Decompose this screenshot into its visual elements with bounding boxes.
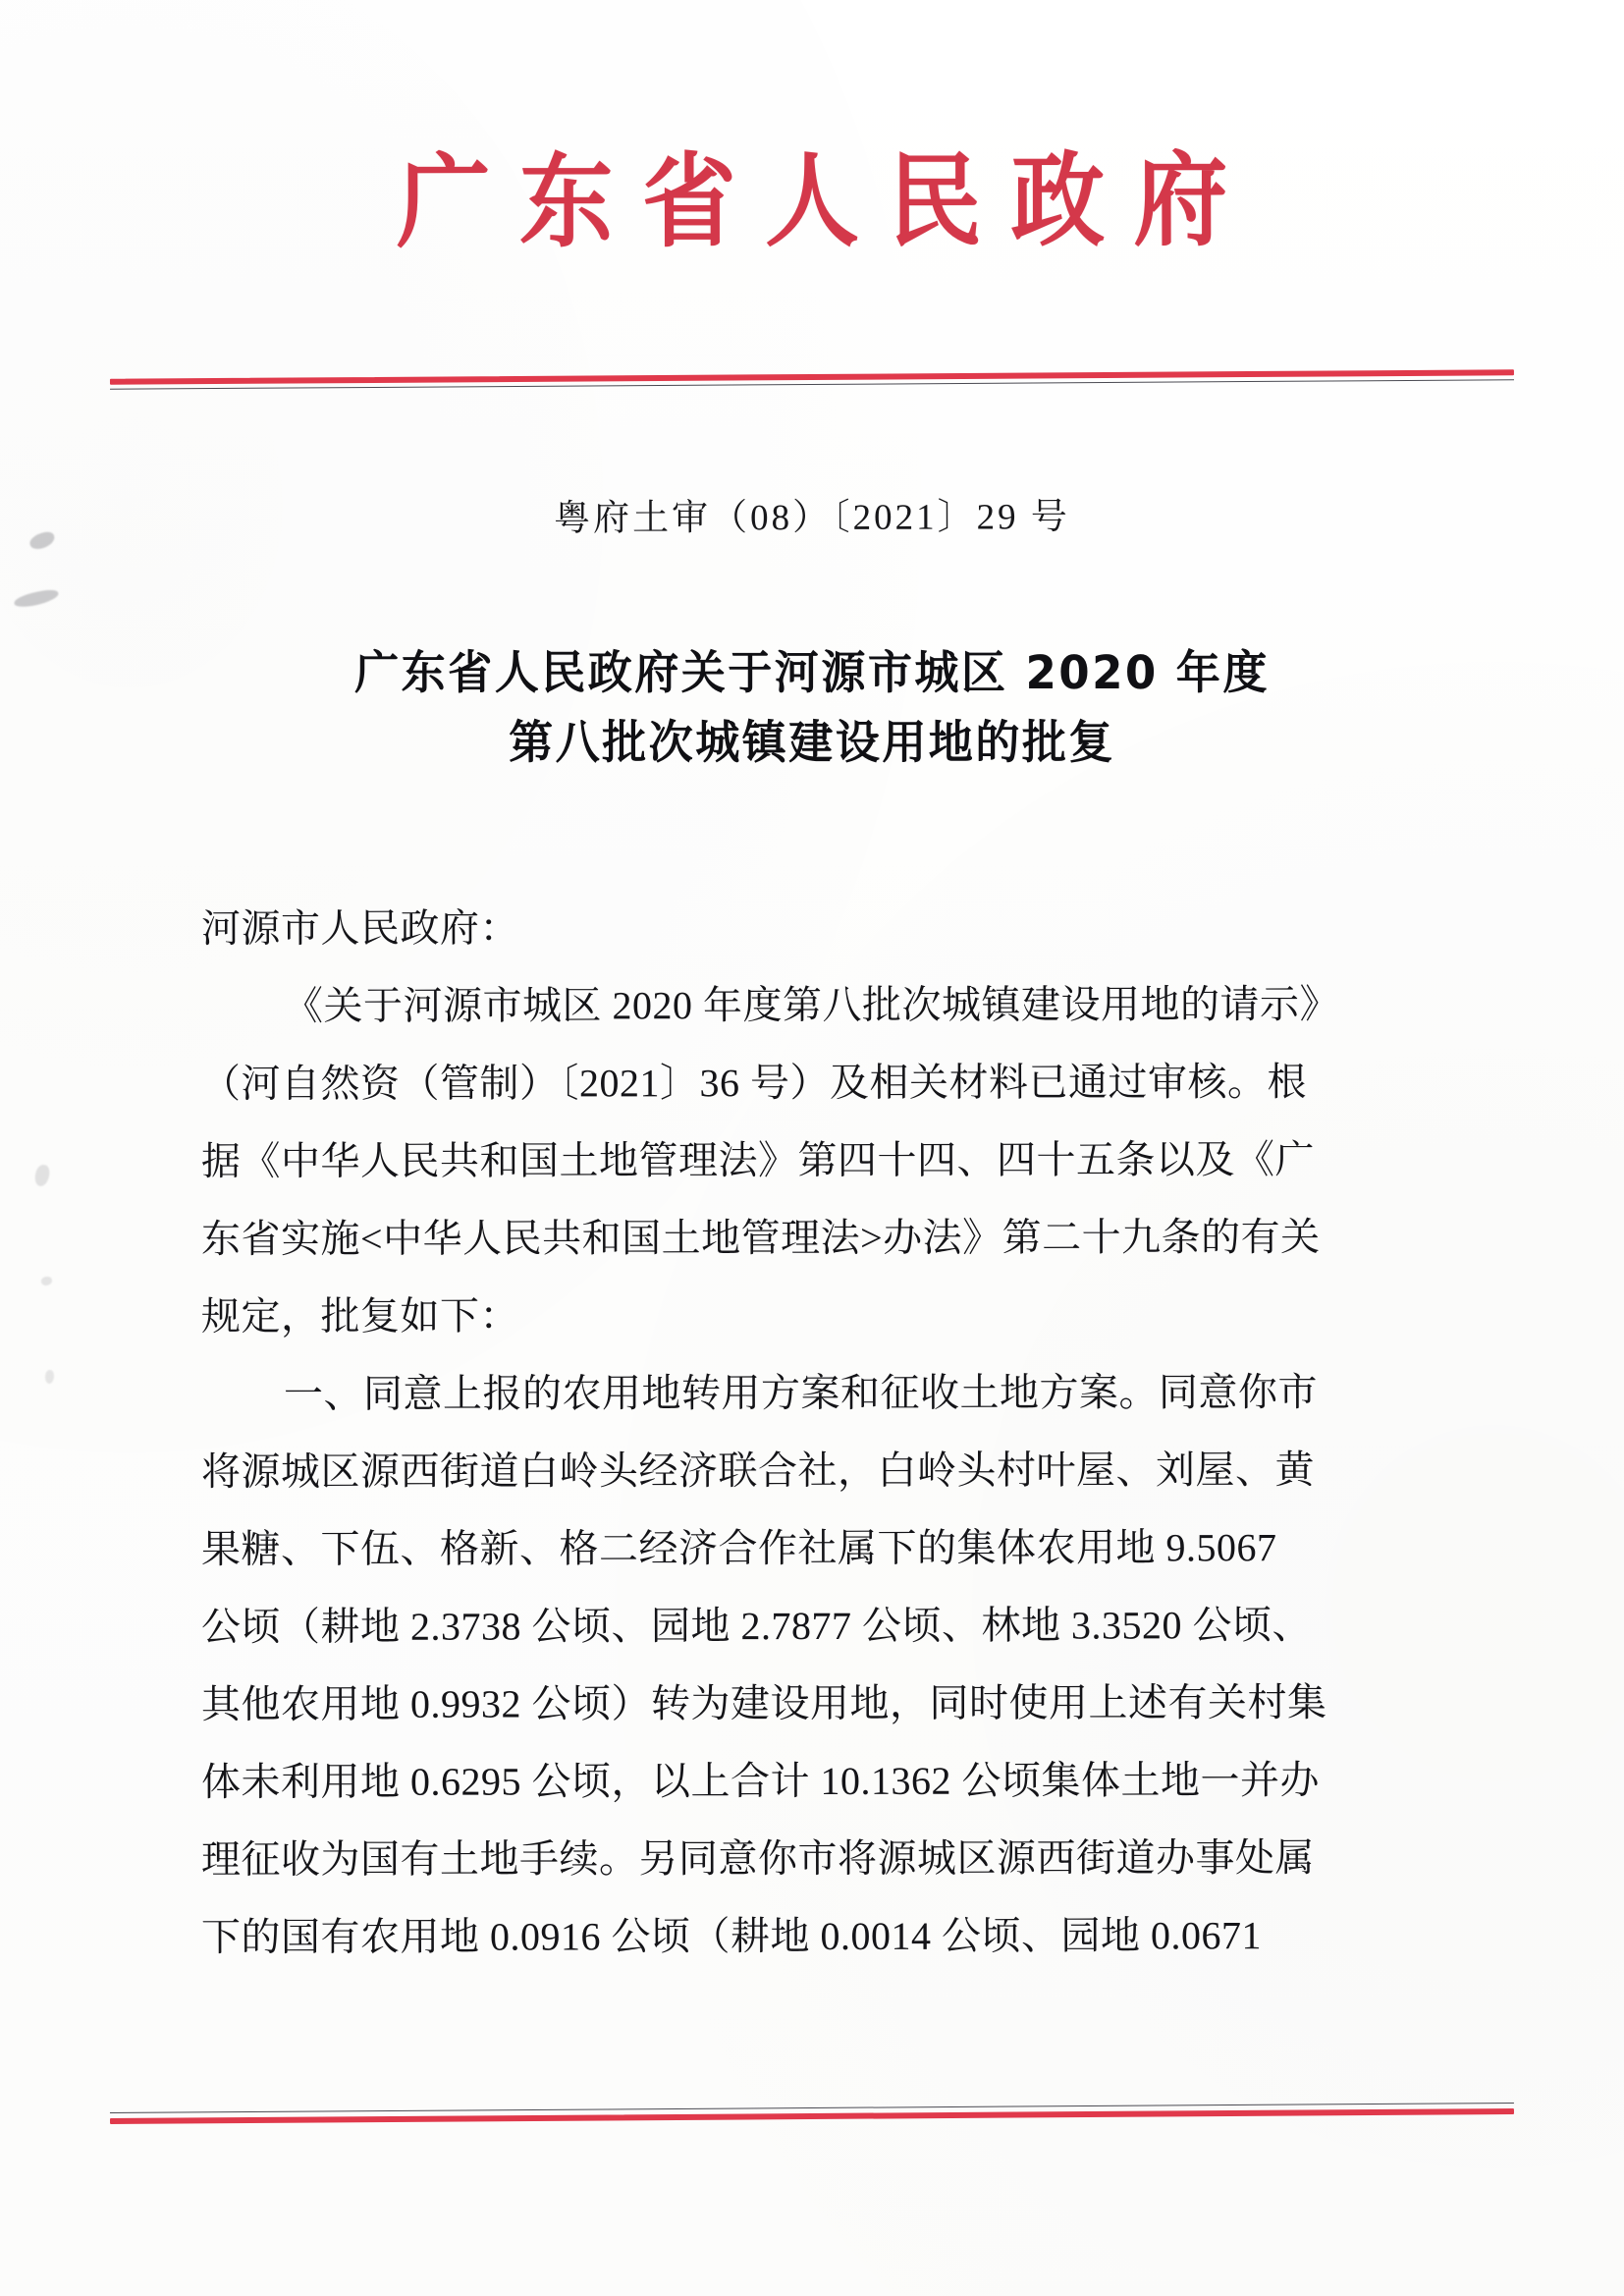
scan-smudge	[13, 587, 60, 609]
footer-rule	[110, 2101, 1514, 2132]
body-line: 将源城区源西街道白岭头经济联合社，白岭头村叶屋、刘屋、黄	[200, 1448, 1316, 1495]
body-line: 下的国有农用地 0.0916 公顷（耕地 0.0014 公顷、园地 0.0671	[200, 1913, 1263, 1960]
body-line: 其他农用地 0.9932 公顷）转为建设用地，同时使用上述有关村集	[200, 1680, 1327, 1727]
page-title	[202, 638, 1422, 779]
body-line: 规定，批复如下：	[200, 1293, 520, 1339]
body-line: 果糖、下伍、格新、格二经济合作社属下的集体农用地 9.5067	[200, 1525, 1277, 1572]
body-line: 理征收为国有土地手续。另同意你市将源城区源西街道办事处属	[200, 1835, 1316, 1883]
page-title-line-1: 广东省人民政府关于河源市城区 2020 年度	[354, 646, 1270, 700]
document-serial-number: 粤府土审（08）〔2021〕29 号	[554, 497, 1070, 539]
header-rule	[110, 366, 1514, 397]
body-line: 东省实施<中华人民共和国土地管理法>办法》第二十九条的有关	[200, 1215, 1321, 1262]
salutation: 河源市人民政府：	[200, 905, 520, 952]
scan-smudge	[45, 1370, 54, 1384]
body-line: 据《中华人民共和国土地管理法》第四十四、四十五条以及《广	[200, 1137, 1316, 1184]
body-line: （河自然资（管制）〔2021〕36 号）及相关材料已通过审核。根	[200, 1060, 1308, 1107]
scan-smudge	[34, 1164, 51, 1187]
letterhead	[0, 138, 1624, 262]
page-title-line-2: 第八批次城镇建设用地的批复	[509, 716, 1115, 771]
header-rule-red	[110, 369, 1514, 384]
document-body	[201, 889, 1434, 1975]
letterhead-organization: 广东省人民政府	[396, 138, 1257, 262]
scan-smudge	[41, 1277, 52, 1285]
body-line: 一、同意上报的农用地转用方案和征收土地方案。同意你市	[283, 1370, 1319, 1416]
body-line: 《关于河源市城区 2020 年度第八批次城镇建设用地的请示》	[283, 982, 1340, 1028]
body-line: 公顷（耕地 2.3738 公顷、园地 2.7877 公顷、林地 3.3520 公顷、	[200, 1603, 1313, 1650]
body-line: 体未利用地 0.6295 公顷，以上合计 10.1362 公顷集体土地一并办	[200, 1758, 1321, 1805]
